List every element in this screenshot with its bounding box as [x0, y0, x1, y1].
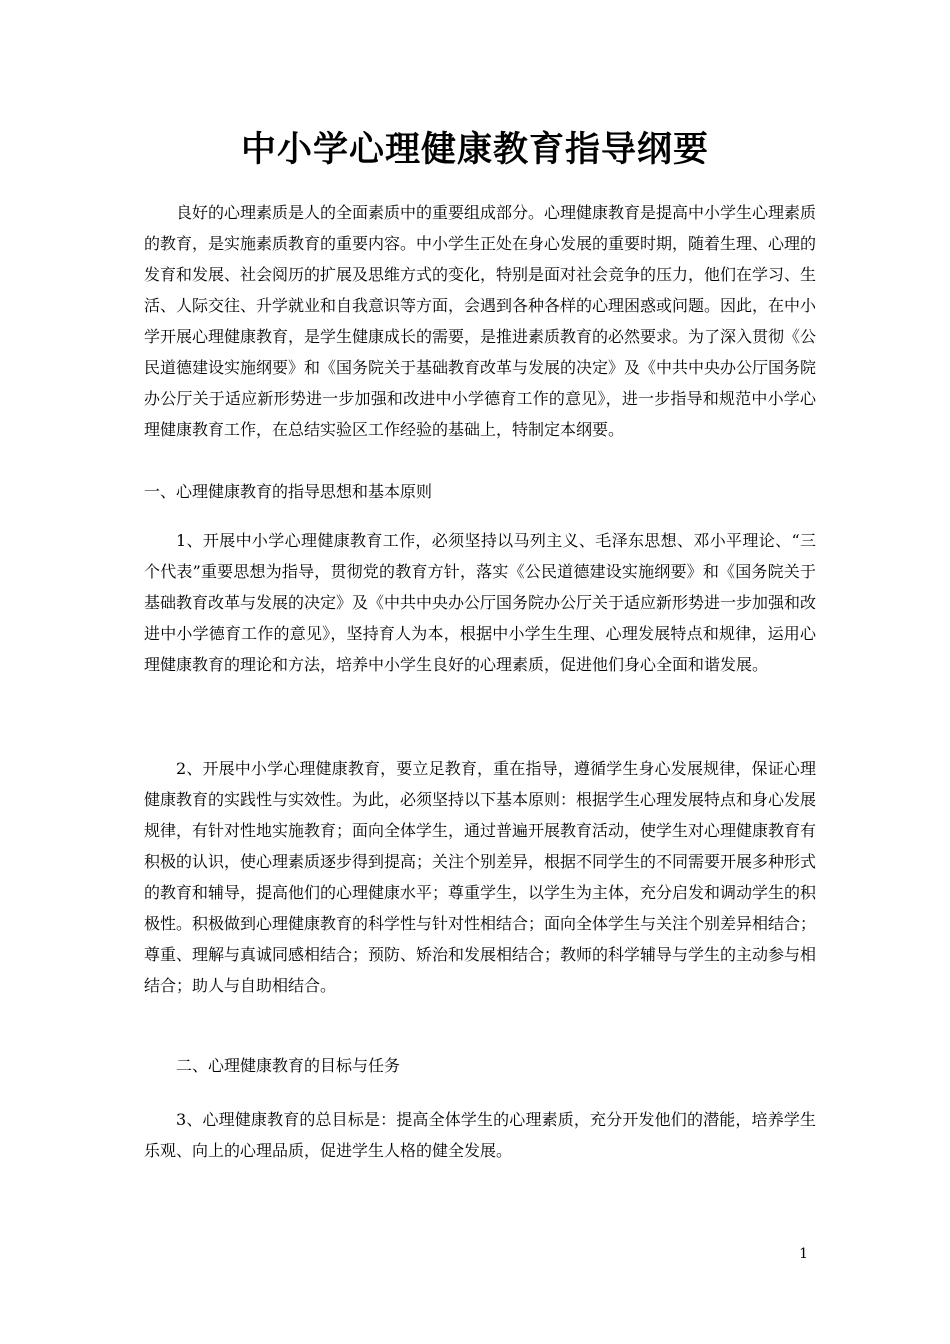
- document-title: 中小学心理健康教育指导纲要: [240, 130, 709, 170]
- paragraph-2: 2、开展中小学心理健康教育，要立足教育，重在指导，遵循学生身心发展规律，保证心理健康教育的实践性与实效性。为此，必须坚持以下基本原则：根据学生心理发展特点和身心发展规律，有针对性地实施教育；面向全体学生，通过普遍开展教育活动，使学生对心理健康教育有积极的认识，使心理素质逐步得到提高；关注个别差异，根据不同学生的不同需要开展多种形式的教育和辅导，提高他们的心理健康水平；尊重学生，以学生为主体，充分启发和调动学生的积极性。积极做到心理健康教育的科学性与针对性相结合；面向全体学生与关注个别差异相结合；尊重、理解与真诚同感相结合；预防、矫治和发展相结合；教师的科学辅导与学生的主动参与相结合；助人与自助相结合。: [144, 759, 817, 995]
- paragraph-3: 3、心理健康教育的总目标是：提高全体学生的心理素质，充分开发他们的潜能，培养学生乐观、向上的心理品质，促进学生人格的健全发展。: [144, 1110, 816, 1160]
- section-heading-2: 二、心理健康教育的目标与任务: [176, 1056, 401, 1075]
- section-heading-1: 一、心理健康教育的指导思想和基本原则: [144, 482, 433, 501]
- intro-paragraph: 良好的心理素质是人的全面素质中的重要组成部分。心理健康教育是提高中小学生心理素质的教育，是实施素质教育的重要内容。中小学生正处在身心发展的重要时期，随着生理、心理的发育和发展、社会阅历的扩展及思维方式的变化，特别是面对社会竞争的压力，他们在学习、生活、人际交往、升学就业和自我意识等方面，会遇到各种各样的心理困惑或问题。因此，在中小学开展心理健康教育，是学生健康成长的需要，是推进素质教育的必然要求。为了深入贯彻《公民道德建设实施纲要》和《国务院关于基础教育改革与发展的决定》及《中共中央办公厅国务院办公厅关于适应新形势进一步加强和改进中小学德育工作的意见》，进一步指导和规范中小学心理健康教育工作，在总结实验区工作经验的基础上，特制定本纲要。: [144, 203, 817, 439]
- page-number: 1: [799, 1246, 808, 1262]
- paragraph-1: 1、开展中小学心理健康教育工作，必须坚持以马列主义、毛泽东思想、邓小平理论、“三个代表”重要思想为指导，贯彻党的教育方针，落实《公民道德建设实施纲要》和《国务院关于基础教育改革与发展的决定》及《中共中央办公厅国务院办公厅关于适应新形势进一步加强和改进中小学德育工作的意见》，坚持育人为本，根据中小学生生理、心理发展特点和规律，运用心理健康教育的理论和方法，培养中小学生良好的心理素质，促进他们身心全面和谐发展。: [144, 531, 817, 674]
